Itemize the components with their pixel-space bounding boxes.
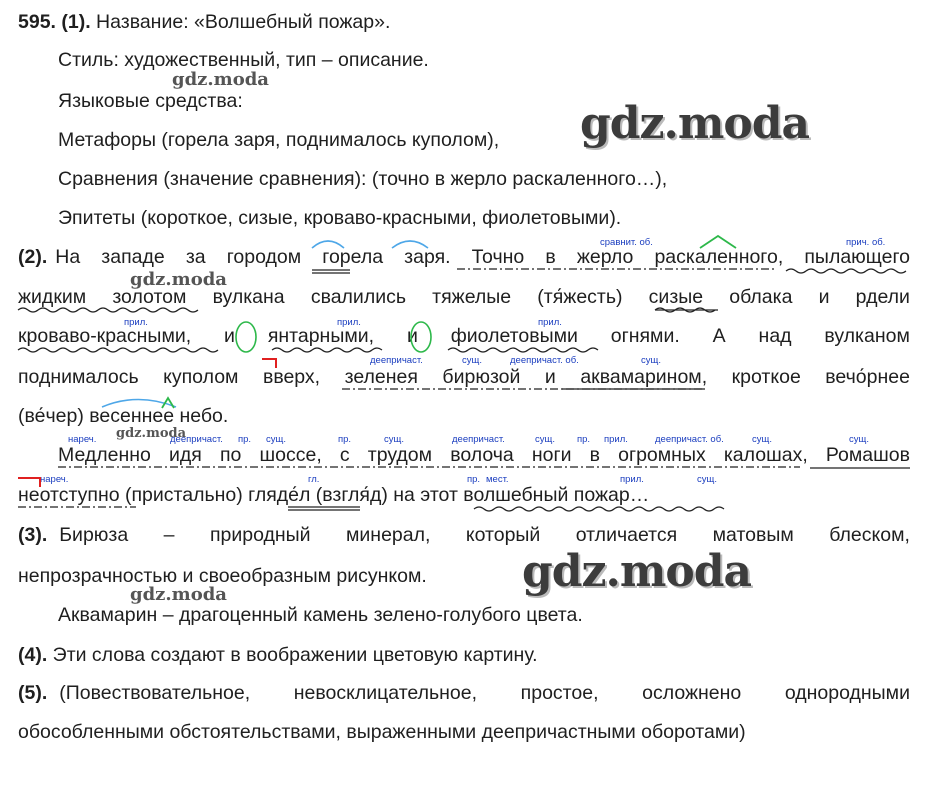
part4-label: (4). <box>18 644 48 666</box>
annotation-label: пр. <box>338 434 352 445</box>
part4-line <box>18 643 538 667</box>
annotation-label: нареч. <box>68 434 97 445</box>
annotation-label: сущ. <box>535 434 555 445</box>
word: раскаленного, <box>654 246 784 268</box>
word: (тя́жесть) <box>537 286 623 308</box>
word: невосклицательное, <box>293 682 478 704</box>
word: Бирюза <box>59 524 129 546</box>
word: огромных <box>618 444 706 466</box>
word: городом <box>226 246 302 268</box>
word: и <box>818 286 830 308</box>
annotation-label: деепричаст. <box>452 434 505 445</box>
part4-text: Эти слова создают в воображении цветовую картину. <box>52 644 538 666</box>
part1-first-line <box>18 10 390 34</box>
part1-metaphors: Метафоры (горела заря, поднималось куполом), <box>58 129 500 151</box>
word: однородными <box>784 682 910 704</box>
part1-style: Стиль: художественный, тип – описание. <box>58 49 429 71</box>
annotation-label: прил. <box>604 434 628 445</box>
annotation-label: мест. <box>486 474 509 485</box>
word: и <box>224 325 235 347</box>
word: который <box>465 524 541 546</box>
word: А <box>712 325 726 347</box>
annotation-label: прич. об. <box>846 237 886 248</box>
word: над <box>758 325 792 347</box>
watermark: gdz.moda <box>116 426 187 441</box>
watermark-logo: gdz.moda <box>580 98 810 149</box>
part2-row1-start <box>18 245 80 269</box>
word: по <box>219 444 242 466</box>
annotation-label: деепричаст. <box>370 355 423 366</box>
word: жерло <box>576 246 634 268</box>
annotation-label: прил. <box>620 474 644 485</box>
annotation-label: пр. <box>467 474 481 485</box>
word: куполом <box>163 366 239 388</box>
part2-label: (2). <box>18 246 48 268</box>
annotation-label: сущ. <box>641 355 661 366</box>
word: жидким <box>18 286 87 308</box>
annotation-label: гл. <box>308 474 320 485</box>
annotation-label: пр. <box>238 434 252 445</box>
part2-row-4 <box>18 365 910 389</box>
word: заря. <box>404 246 451 268</box>
word: огнями. <box>610 325 680 347</box>
part5-row1-start <box>18 681 250 705</box>
word: свалились <box>310 286 406 308</box>
annotation-label: сравнит. об. <box>600 237 653 248</box>
word: кроткое <box>731 366 801 388</box>
word: осложнено <box>642 682 742 704</box>
word: с <box>339 444 350 466</box>
word: сизые <box>648 286 704 308</box>
word: На <box>55 246 81 268</box>
part3-row-3: Аквамарин – драгоценный камень зелено-голубого цвета. <box>58 604 583 626</box>
annotation-label: прил. <box>124 317 148 328</box>
word: простое, <box>520 682 599 704</box>
part5-label: (5). <box>18 682 48 704</box>
word: природный <box>209 524 311 546</box>
word: вверх, <box>262 366 321 388</box>
annotation-label: сущ. <box>849 434 869 445</box>
part3-row1-start <box>18 523 128 547</box>
part2-row-3 <box>18 324 910 348</box>
word: западе <box>101 246 165 268</box>
part3-label: (3). <box>18 524 48 546</box>
annotation-label: сущ. <box>697 474 717 485</box>
part1-comparisons: Сравнения (значение сравнения): (точно в жерло раскаленного…), <box>58 168 668 190</box>
word: золотом <box>112 286 187 308</box>
word: матовым <box>712 524 794 546</box>
part5-row-1 <box>18 681 910 705</box>
annotation-label: пр. <box>577 434 591 445</box>
word: в <box>545 246 556 268</box>
annotation-label: сущ. <box>752 434 772 445</box>
word: (Повествовательное, <box>59 682 251 704</box>
part2-row-6 <box>58 443 910 467</box>
word: и <box>406 325 418 347</box>
word: тяжелые <box>432 286 512 308</box>
word: – <box>163 524 175 546</box>
watermark: gdz.moda <box>130 584 227 605</box>
part1-title: Название: «Волшебный пожар». <box>96 11 391 33</box>
word: фиолетовыми <box>450 325 578 347</box>
word: и <box>544 366 556 388</box>
word: трудом <box>367 444 433 466</box>
word: ноги <box>531 444 572 466</box>
word: рдели <box>855 286 910 308</box>
watermark: gdz.moda <box>172 69 269 90</box>
part3-row-1 <box>18 523 910 547</box>
word: минерал, <box>346 524 431 546</box>
annotation-label: сущ. <box>384 434 404 445</box>
word: волоча <box>450 444 514 466</box>
annotation-label: деепричаст. <box>170 434 223 445</box>
word: кроваво-красными, <box>18 325 192 347</box>
word: калошах, <box>723 444 808 466</box>
watermark: gdz.moda <box>130 269 227 290</box>
annotation-label: нареч. <box>40 474 69 485</box>
part5-row-2: обособленными обстоятельствами, выраженными деепричастными оборотами) <box>18 721 746 743</box>
word: облака <box>729 286 793 308</box>
word: пылающего <box>804 246 910 268</box>
watermark-logo: gdz.moda <box>522 546 752 597</box>
part1-means: Языковые средства: <box>58 90 243 112</box>
annotation-label: прил. <box>538 317 562 328</box>
word: вулканом <box>824 325 910 347</box>
word: Точно <box>471 246 525 268</box>
annotation-label: сущ. <box>266 434 286 445</box>
annotation-label: деепричаст. об. <box>655 434 724 445</box>
word: за <box>185 246 206 268</box>
word: Ромашов <box>825 444 910 466</box>
word: бирюзой <box>442 366 521 388</box>
word: поднималось <box>18 366 139 388</box>
word: аквамарином, <box>580 366 708 388</box>
word: идя <box>169 444 202 466</box>
part1-label: (1). <box>61 11 91 33</box>
part1-epithets: Эпитеты (короткое, сизые, кроваво-красными, фиолетовыми). <box>58 207 622 229</box>
part2-row-1 <box>18 245 910 269</box>
part2-row-5: (ве́чер) весеннее небо. <box>18 405 229 427</box>
part2-row-7: неотступно (пристально) гляде́л (взгля́д) на этот волшебный пожар… <box>18 484 650 506</box>
word: вечо́рнее <box>825 366 910 388</box>
annotation-label: сущ. <box>462 355 482 366</box>
annotation-label: прил. <box>337 317 361 328</box>
word: шоссе, <box>259 444 322 466</box>
task-number: 595. <box>18 11 56 33</box>
annotation-label: деепричаст. об. <box>510 355 579 366</box>
word: янтарными, <box>267 325 375 347</box>
word: Медленно <box>58 444 151 466</box>
word: отличается <box>575 524 678 546</box>
word: в <box>589 444 600 466</box>
word: горела <box>322 246 384 268</box>
word: зеленея <box>344 366 418 388</box>
part3-row-2: непрозрачностью и своеобразным рисунком. <box>18 565 427 587</box>
word: вулкана <box>212 286 285 308</box>
word: блеском, <box>829 524 910 546</box>
